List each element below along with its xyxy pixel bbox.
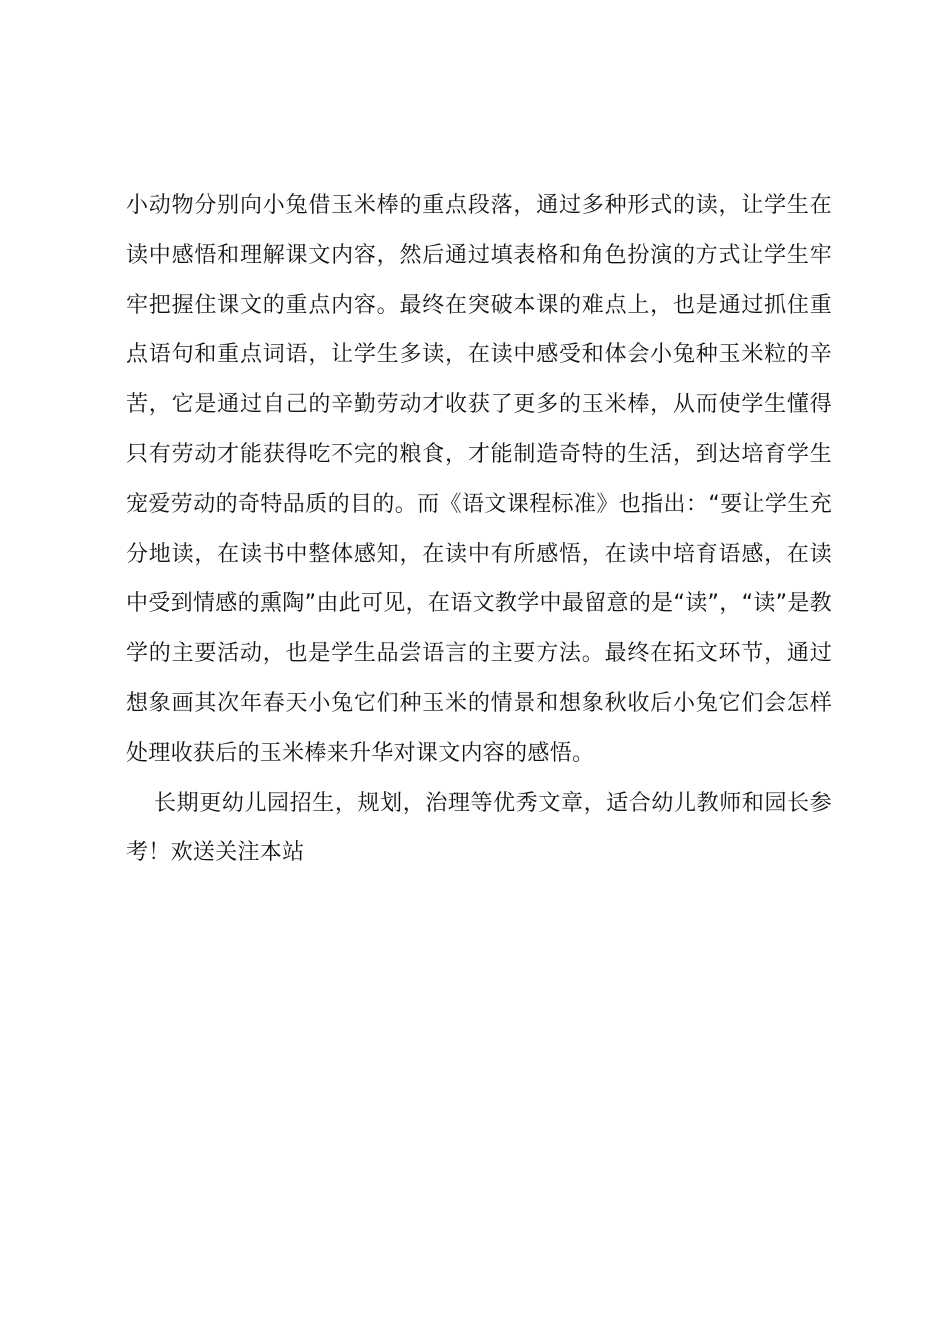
paragraph-footer-note: 长期更幼儿园招生，规划，治理等优秀文章，适合幼儿教师和园长参考！欢送关注本站	[126, 790, 832, 866]
body-text	[126, 181, 832, 878]
paragraph-main: 小动物分别向小兔借玉米棒的重点段落，通过多种形式的读，让学生在读中感悟和理解课文内容，然后通过填表格和角色扮演的方式让学生牢牢把握住课文的重点内容。最终在突破本课的难点上，也是通过抓住重点语句和重点词语，让学生多读，在读中感受和体会小兔种玉米粒的辛苦，它是通过自己的辛勤劳动才收获了更多的玉米棒，从而使学生懂得只有劳动才能获得吃不完的粮食，才能制造奇特的生活，到达培育学生宠爱劳动的奇特品质的目的。而《语文课程标准》也指出：“要让学生充分地读，在读书中整体感知，在读中有所感悟，在读中培育语感，在读中受到情感的熏陶”由此可见，在语文教学中最留意的是“读”，“读”是教学的主要活动，也是学生品尝语言的主要方法。最终在拓文环节，通过想象画其次年春天小兔它们种玉米的情景和想象秋收后小兔它们会怎样处理收获后的玉米棒来升华对课文内容的感悟。	[126, 193, 832, 766]
